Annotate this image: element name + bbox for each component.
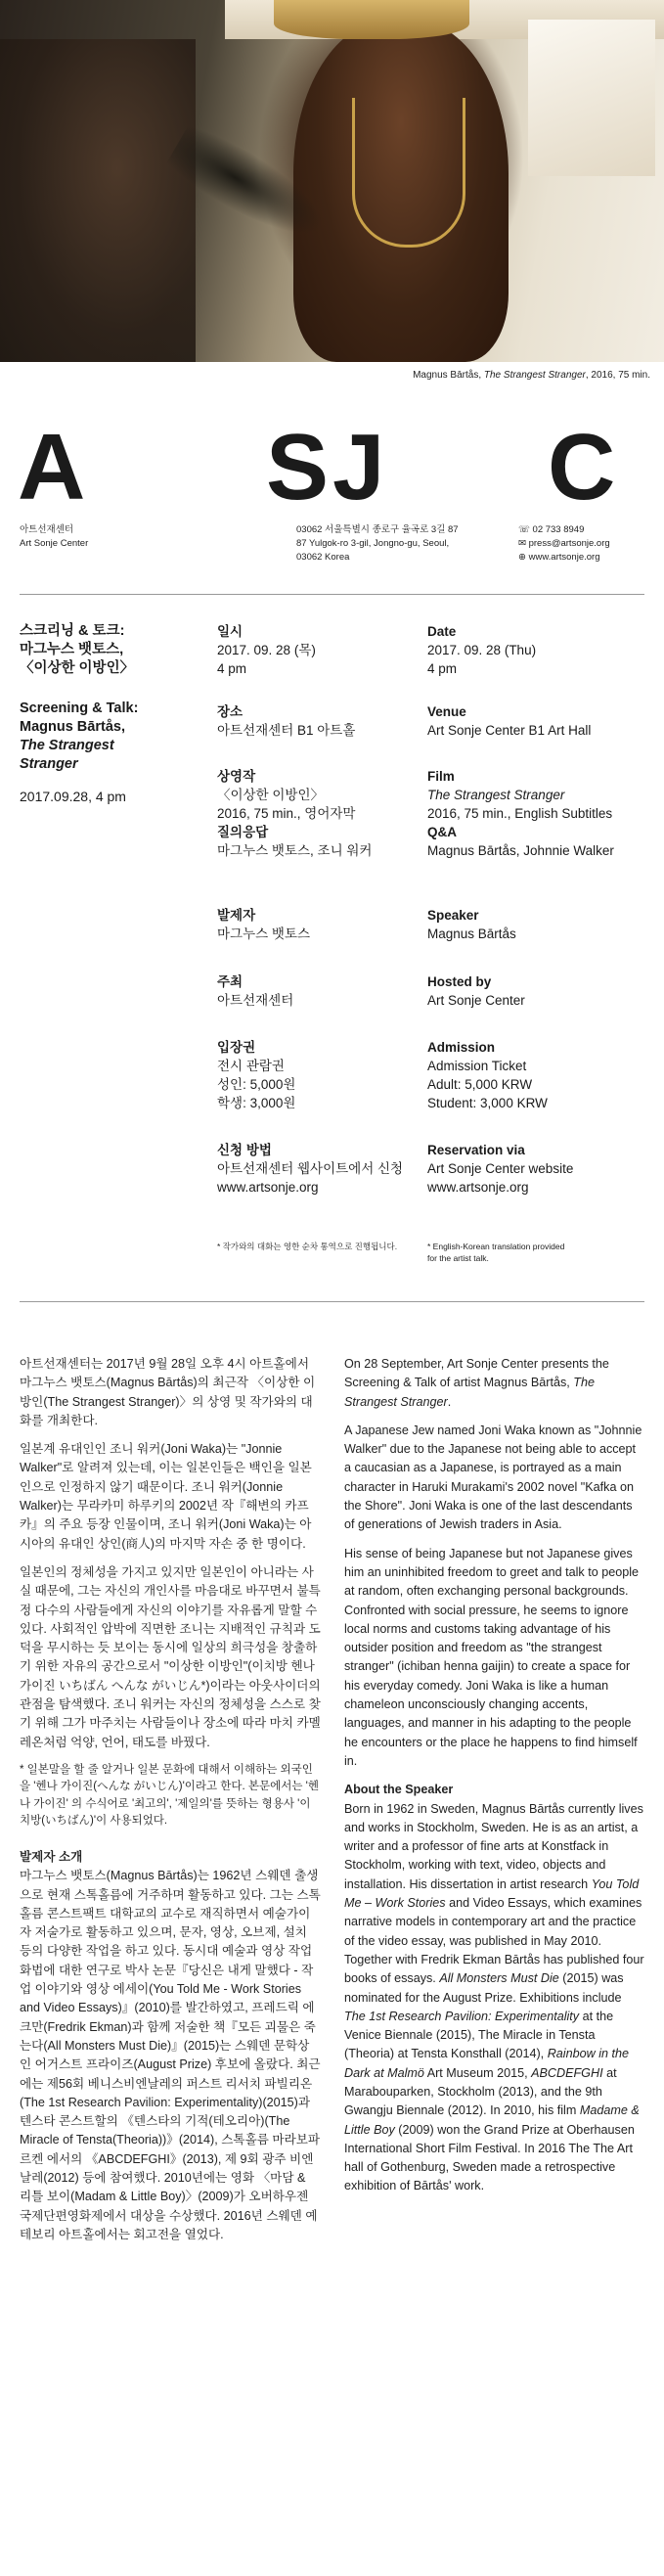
- address-en: 87 Yulgok-ro 3-gil, Jongno-gu, Seoul,: [296, 538, 450, 549]
- title-en-line4: Stranger: [20, 756, 78, 772]
- body-en-intro: On 28 September, Art Sonje Center presents the Screening & Talk of artist Magnus Bārtås, The Strangest Stranger.: [344, 1357, 609, 1409]
- ko-note: * 작가와의 대화는 영한 순차 통역으로 진행됩니다.: [217, 1242, 398, 1251]
- org-name-en: Art Sonje Center: [20, 538, 89, 549]
- en-reservation: Reservation via Art Sonje Center website www.artsonje.org: [427, 1143, 574, 1195]
- en-admission: Admission Admission Ticket Adult: 5,000 KRW Student: 3,000 KRW: [427, 1040, 548, 1110]
- org-name: [20, 523, 88, 551]
- divider-top: [20, 594, 644, 595]
- en-note: * English-Korean translation provided for the artist talk.: [427, 1242, 565, 1263]
- ko-reserve-link[interactable]: www.artsonje.org: [217, 1180, 319, 1195]
- org-contacts: [518, 523, 610, 565]
- contact-phone: ☏ 02 733 8949: [518, 524, 585, 535]
- ko-venue: 장소 아트선재센터 B1 아트홀: [217, 704, 356, 738]
- globe-icon: ⊕: [518, 552, 526, 563]
- event-title: [20, 622, 196, 806]
- contact-web[interactable]: ⊕ www.artsonje.org: [518, 552, 600, 563]
- body-ko-footnote: * 일본말을 할 줄 알거나 일본 문화에 대해서 이해하는 외국인을 '헨나 가이진(へんな がいじん)'이라고 한다. 본문에서는 '헨나 가이진' 의 수식어로 '최고의', '제일의'를 뜻하는 형용사 '이치방(いちばん)'이 사용되었다.: [20, 1763, 319, 1828]
- logo-letter-c: C: [548, 415, 620, 520]
- org-name-ko: 아트선재센터: [20, 524, 74, 535]
- body-ko: [20, 1355, 321, 2254]
- address-code: 03062 Korea: [296, 552, 350, 563]
- en-venue: Venue Art Sonje Center B1 Art Hall: [427, 704, 592, 738]
- en-film: Film The Strangest Stranger 2016, 75 min., English Subtitles Q&A Magnus Bārtås, Johnnie Walker: [427, 769, 614, 858]
- title-ko-line3: 〈이상한 이방인〉: [20, 660, 135, 676]
- contact-email[interactable]: ✉ press@artsonje.org: [518, 538, 610, 549]
- body-ko-p3: 일본인의 정체성을 가지고 있지만 일본인이 아니라는 사실 때문에, 그는 자신의 개인사를 마음대로 바꾸면서 불특정 다수의 사람들에게 자신의 이야기를 자유롭게 말할 수 있다. 사회적인 압박에 직면한 조니는 지배적인 규칙과 도덕을 무시하는 듯 보이는 동시에 일상의 희극성을 창출하기 위한 자유의 공간으로서 "이상한 이방인"(이치방 헨나 가이진 いちばん へんな がいじん*)이라는 아웃사이더의 관점을 탐색했다. 조니 워커는 자신의 정체성을 스스로 찾기 위해 그가 마주치는 사람들이나 장소에 따라 마치 카멜레온처럼 억양, 언어, 태도를 바꿨다.: [20, 1564, 321, 1749]
- title-date: 2017.09.28, 4 pm: [20, 789, 126, 804]
- hero-photo: [0, 0, 664, 362]
- hero-mirror-reflection: [0, 39, 196, 362]
- body-ko-intro: 아트선재센터는 2017년 9월 28일 오후 4시 아트홀에서 마그누스 뱃토스(Magnus Bārtås)의 최근작 〈이상한 이방인(The Strangest Stranger)〉의 상영 및 작가와의 대화를 개최한다.: [20, 1357, 316, 1427]
- logo-letter-a: A: [18, 415, 90, 520]
- ko-film: 상영작 〈이상한 이방인〉 2016, 75 min., 영어자막 질의응답 마그누스 뱃토스, 조니 워커: [217, 769, 373, 858]
- ko-host: 주최 아트선재센터: [217, 974, 294, 1008]
- ko-reservation: 신청 방법 아트선재센터 웹사이트에서 신청 www.artsonje.org: [217, 1141, 427, 1197]
- hero-headdress: [274, 0, 469, 39]
- photo-caption: Magnus Bārtås, The Strangest Stranger, 2016, 75 min.: [413, 370, 650, 381]
- divider-bottom: [20, 1301, 644, 1302]
- ko-speaker: 발제자 마그누스 뱃토스: [217, 908, 311, 941]
- body-en-p3: His sense of being Japanese but not Japanese gives him an uninhibited freedom to greet and talk to people at random, often exchanging personal backgrounds. Confronted with social pressure, he seems to ignore local norms and customs taking advantage of his outsider position and freedom as "the strangest stranger" (ichiban henna gaijin) to create a space for his everyday comedy. Joni Waka is like a human chameleon unconsciously changing accents, languages, and manner in his adapting to the people he encounters or the place he happens to find himself in.: [344, 1546, 640, 1768]
- body-en: [344, 1355, 645, 2206]
- email-icon: ✉: [518, 538, 526, 549]
- en-reserve-link[interactable]: www.artsonje.org: [427, 1180, 529, 1195]
- hero-necklace: [352, 98, 465, 248]
- body-ko-about: 마그누스 뱃토스(Magnus Bārtås)는 1962년 스웨덴 출생으로 현재 스톡홀름에 거주하며 활동하고 있다. 그는 스톡홀름 콘스트팩트 대학교의 교수로 재직하면서 예술가이자 저술가로 활동하고 있으며, 문자, 영상, 오브제, 설치 등의 다양한 작업을 하고 있다. 동시대 예술과 영상 작업 화법에 대한 연구로 박사 논문『당신은 내게 말했다 - 작업 이야기와 영상 에세이(You Told Me - Work Stories and Video Essays)』(2010)를 발간하였고, 프레드릭 에크만(Fredrik Ekman)과 함께 저술한 책『모든 괴물은 죽는다(All Monsters Must Die)』(2015)는 스웨덴 문학상인 어거스트 프라이즈(August Prize) 후보에 올랐다. 최근에는 제56회 베니스비엔날레의 퍼스트 리서치 파빌리온(The 1st Research Pavilion: Experimentality)(2015)과 텐스타 콘스트할의 《텐스타의 기적(테오리아)(The Miracle of Tensta(Theoria))》(2014), 스톡홀름 마라보파르켄 에서의 《ABCDEFGHI》(2013), 제 9회 광주 비엔날레(2012) 등에 참여했다. 2010년에는 영화 〈마담 & 리틀 보이(Madam & Little Boy)〉(2009)가 오버하우젠 국제단편영화제에서 대상을 수상했다. 2016년 스웨덴 예테보리 아트홀에서는 회고전을 열었다.: [20, 1869, 321, 2241]
- phone-icon: ☏: [518, 524, 530, 535]
- title-en-line1: Screening & Talk:: [20, 700, 139, 716]
- title-ko-line2: 마그누스 뱃토스,: [20, 642, 124, 657]
- body-en-about: Born in 1962 in Sweden, Magnus Bārtås currently lives and works in Stockholm, Sweden. He is as an artist, a writer and a professor of fine arts at Konstfack in Stockholm, working with text, video, objects and installation. His dissertation in artist research You Told Me – Work Stories and Video Essays, which examines narrative models in contemporary art and the practice of the video essay, was published in May 2010. Together with Fredrik Ekman Bārtås has published four books of essays. All Monsters Must Die (2015) was nominated for the August Prize. Exhibitions include The 1st Research Pavilion: Experimentality at the Venice Biennale (2015), The Miracle in Tensta (Theoria) at Tensta Konsthall (2014), Rainbow in the Dark at Malmö Art Museum 2015, ABCDEFGHI at Marabouparken, Stockholm (2013), and the 9th Gwangju Biennale (2012). In 2010, his film Madame & Little Boy (2009) won the Grand Prize at Oberhausen International Short Film Festival. In 2016 The The Art hall of Gothenburg, Sweden made a retrospective exhibition of Bārtås' work.: [344, 1801, 644, 2193]
- org-address: [296, 523, 459, 565]
- en-speaker: Speaker Magnus Bārtås: [427, 908, 516, 941]
- ko-date: 일시 2017. 09. 28 (목) 4 pm: [217, 624, 316, 676]
- title-en-line2: Magnus Bārtås,: [20, 719, 125, 735]
- title-en-line3: The Strangest: [20, 738, 114, 753]
- title-ko-line1: 스크리닝 & 토크:: [20, 623, 125, 639]
- hero-window-light: [528, 20, 655, 176]
- body-ko-p2: 일본계 유대인인 조니 워커(Joni Waka)는 "Jonnie Walker"로 알려져 있는데, 이는 일본인들은 백인을 일본인으로 인정하지 않기 때문이다. 조니 워커(Jonnie Walker)는 무라카미 하루키의 2002년 작『해변의 카프카』의 주요 등장 인물이며, 조니 워커(Joni Waka)는 아시아의 유대인 상인(商人)의 마지막 자손 중 한 명이다.: [20, 1442, 312, 1551]
- body-ko-about-heading: 발제자 소개: [20, 1849, 83, 1864]
- body-en-p2: A Japanese Jew named Joni Waka known as "Johnnie Walker" due to the Japanese not being able to accept a caucasian as a Japanese, is portrayed as a main character in Haruki Murakami's 2002 novel "Kafka on the Shore". Joni Waka is one of the last descendants of generations of Jewish traders in Asia.: [344, 1423, 642, 1532]
- ko-admission: 입장권 전시 관람권 성인: 5,000원 학생: 3,000원: [217, 1040, 296, 1110]
- en-date: Date 2017. 09. 28 (Thu) 4 pm: [427, 624, 537, 676]
- body-en-about-heading: About the Speaker: [344, 1783, 454, 1797]
- logo-letters-sj: SJ: [266, 415, 389, 520]
- address-ko: 03062 서울특별시 종로구 율곡로 3길 87: [296, 524, 459, 535]
- en-host: Hosted by Art Sonje Center: [427, 974, 525, 1008]
